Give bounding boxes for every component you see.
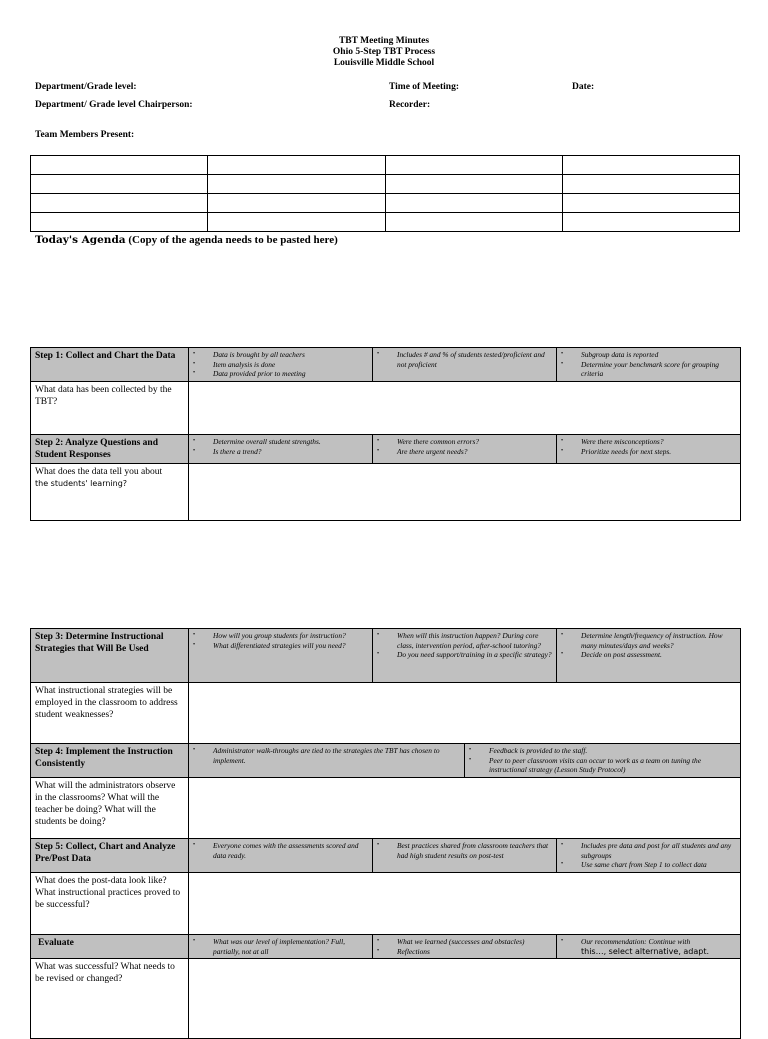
member-cell[interactable] <box>31 194 208 213</box>
member-cell[interactable] <box>31 156 208 175</box>
member-cell[interactable] <box>385 175 562 194</box>
evaluate-section <box>30 934 740 1039</box>
step-3-criteria-col-2 <box>373 629 557 683</box>
criteria-item: • Were there common errors? <box>377 437 552 447</box>
step-4-answer-row <box>31 777 741 838</box>
step-5-section <box>30 838 740 935</box>
step-4-question: What will the administrators observe in the classrooms? What will the teacher be doing? What will the students be doing? <box>31 777 189 838</box>
criteria-item: • Our recommendation: Continue with this…, select alternative, adapt. <box>561 937 736 956</box>
criteria-item: • Decide on post assessment. <box>561 650 736 660</box>
date-label: Date: <box>572 82 595 92</box>
agenda-title: Today's Agenda <box>35 234 126 246</box>
criteria-item: • Reflections <box>377 947 552 957</box>
team-members-table <box>30 155 740 232</box>
document-subtitle: Ohio 5-Step TBT Process <box>332 47 436 57</box>
step-4-header-row <box>31 744 741 778</box>
evaluate-criteria-col-3 <box>557 935 741 959</box>
step-1-answer-row <box>31 381 741 436</box>
criteria-item: • When will this instruction happen? During core class, intervention period, after-school tutoring? <box>377 631 552 650</box>
step-4-section <box>30 743 740 839</box>
member-cell[interactable] <box>385 156 562 175</box>
step-3-title: Step 3: Determine Instructional Strategies that Will Be Used <box>31 629 189 683</box>
step-5-criteria-col-3 <box>557 839 741 873</box>
school-name: Louisville Middle School <box>333 58 435 68</box>
criteria-item: • Data provided prior to meeting <box>193 369 368 379</box>
table-row <box>31 213 740 232</box>
evaluate-answer-row <box>31 959 741 1039</box>
step-3-response-area[interactable] <box>189 683 741 744</box>
step-1-header-row <box>31 348 741 382</box>
step-1-criteria-col-1 <box>189 348 373 382</box>
criteria-item: • Item analysis is done <box>193 360 368 370</box>
evaluate-criteria-col-1 <box>189 935 373 959</box>
time-of-meeting-label: Time of Meeting: <box>389 82 459 92</box>
criteria-item: • Data is brought by all teachers <box>193 350 368 360</box>
member-cell[interactable] <box>385 213 562 232</box>
step-4-title: Step 4: Implement the Instruction Consistently <box>31 744 189 778</box>
step-4-criteria-col-1 <box>189 744 465 778</box>
evaluate-title: Evaluate <box>31 935 189 959</box>
step-2-criteria-col-2 <box>373 435 557 464</box>
handwritten-note: the students' learning? <box>35 479 128 488</box>
criteria-item: • Subgroup data is reported <box>561 350 736 360</box>
member-cell[interactable] <box>562 194 739 213</box>
criteria-item: • Use same chart from Step 1 to collect data <box>561 860 736 870</box>
member-cell[interactable] <box>562 175 739 194</box>
step-5-question: What does the post-data look like? What instructional practices proved to be successful? <box>31 872 189 934</box>
evaluate-response-area[interactable] <box>189 959 741 1039</box>
step-2-criteria-col-1 <box>189 435 373 464</box>
step-3-criteria-col-3 <box>557 629 741 683</box>
handwritten-note: this…, select alternative, adapt. <box>581 946 710 956</box>
step-1-criteria-col-3 <box>557 348 741 382</box>
step-3-criteria-col-1 <box>189 629 373 683</box>
table-row <box>31 156 740 175</box>
step-3-question: What instructional strategies will be employed in the classroom to address student weaknesses? <box>31 683 189 744</box>
member-cell[interactable] <box>208 213 385 232</box>
criteria-item: • Best practices shared from classroom teachers that had high student results on post-test <box>377 841 552 860</box>
step-2-section <box>30 434 740 521</box>
step-2-answer-row <box>31 464 741 521</box>
criteria-item: • What differentiated strategies will you need? <box>193 641 368 651</box>
step-2-criteria-col-3 <box>557 435 741 464</box>
criteria-item: • Administrator walk-throughs are tied to the strategies the TBT has chosen to implement. <box>193 746 460 765</box>
recorder-label: Recorder: <box>389 100 431 110</box>
table-row <box>31 175 740 194</box>
criteria-item: • Determine length/frequency of instruction. How many minutes/days and weeks? <box>561 631 736 650</box>
table-row <box>31 194 740 213</box>
chairperson-label: Department/ Grade level Chairperson: <box>35 100 193 110</box>
evaluate-question: What was successful? What needs to be revised or changed? <box>31 959 189 1039</box>
criteria-item: • Determine your benchmark score for grouping criteria <box>561 360 736 379</box>
step-1-response-area[interactable] <box>189 381 741 436</box>
step-4-criteria-col-2 <box>465 744 741 778</box>
criteria-item: • What was our level of implementation? Full, partially, not at all <box>193 937 368 956</box>
document-title: TBT Meeting Minutes <box>338 36 430 46</box>
step-3-header-row <box>31 629 741 683</box>
step-1-title: Step 1: Collect and Chart the Data <box>31 348 189 382</box>
team-members-label: Team Members Present: <box>35 130 135 140</box>
criteria-item: • Were there misconceptions? <box>561 437 736 447</box>
step-5-header-row <box>31 839 741 873</box>
step-3-answer-row <box>31 683 741 744</box>
member-cell[interactable] <box>208 156 385 175</box>
step-2-question: What does the data tell you about the students' learning? <box>31 464 189 521</box>
step-4-response-area[interactable] <box>189 777 741 838</box>
step-5-title: Step 5: Collect, Chart and Analyze Pre/Post Data <box>31 839 189 873</box>
criteria-item: • Includes # and % of students tested/proficient and not proficient <box>377 350 552 369</box>
criteria-item: • Is there a trend? <box>193 447 368 457</box>
member-cell[interactable] <box>562 213 739 232</box>
agenda-note: (Copy of the agenda needs to be pasted here) <box>128 234 338 246</box>
member-cell[interactable] <box>208 175 385 194</box>
step-5-response-area[interactable] <box>189 872 741 934</box>
evaluate-header-row <box>31 935 741 959</box>
member-cell[interactable] <box>562 156 739 175</box>
step-2-header-row <box>31 435 741 464</box>
criteria-item: • Do you need support/training in a specific strategy? <box>377 650 552 660</box>
criteria-item: • Feedback is provided to the staff. <box>469 746 736 756</box>
member-cell[interactable] <box>31 175 208 194</box>
criteria-item: • Peer to peer classroom visits can occur to work as a team on tuning the instructional strategy (Lesson Study Protocol) <box>469 756 736 775</box>
step-1-section <box>30 347 740 437</box>
member-cell[interactable] <box>31 213 208 232</box>
agenda-heading <box>35 234 338 246</box>
criteria-item: • Everyone comes with the assessments scored and data ready. <box>193 841 368 860</box>
step-2-response-area[interactable] <box>189 464 741 521</box>
criteria-item: • What we learned (successes and obstacles) <box>377 937 552 947</box>
criteria-item: • Determine overall student strengths. <box>193 437 368 447</box>
member-cell[interactable] <box>385 194 562 213</box>
step-3-section <box>30 628 740 744</box>
step-1-criteria-col-2 <box>373 348 557 382</box>
step-5-criteria-col-1 <box>189 839 373 873</box>
criteria-item: • Prioritize needs for next steps. <box>561 447 736 457</box>
step-5-criteria-col-2 <box>373 839 557 873</box>
department-grade-label: Department/Grade level: <box>35 82 137 92</box>
step-1-question: What data has been collected by the TBT? <box>31 381 189 436</box>
evaluate-criteria-col-2 <box>373 935 557 959</box>
step-2-title: Step 2: Analyze Questions and Student Responses <box>31 435 189 464</box>
criteria-item: • How will you group students for instruction? <box>193 631 368 641</box>
criteria-item: • Includes pre data and post for all students and any subgroups <box>561 841 736 860</box>
member-cell[interactable] <box>208 194 385 213</box>
step-5-answer-row <box>31 872 741 934</box>
criteria-item: • Are there urgent needs? <box>377 447 552 457</box>
